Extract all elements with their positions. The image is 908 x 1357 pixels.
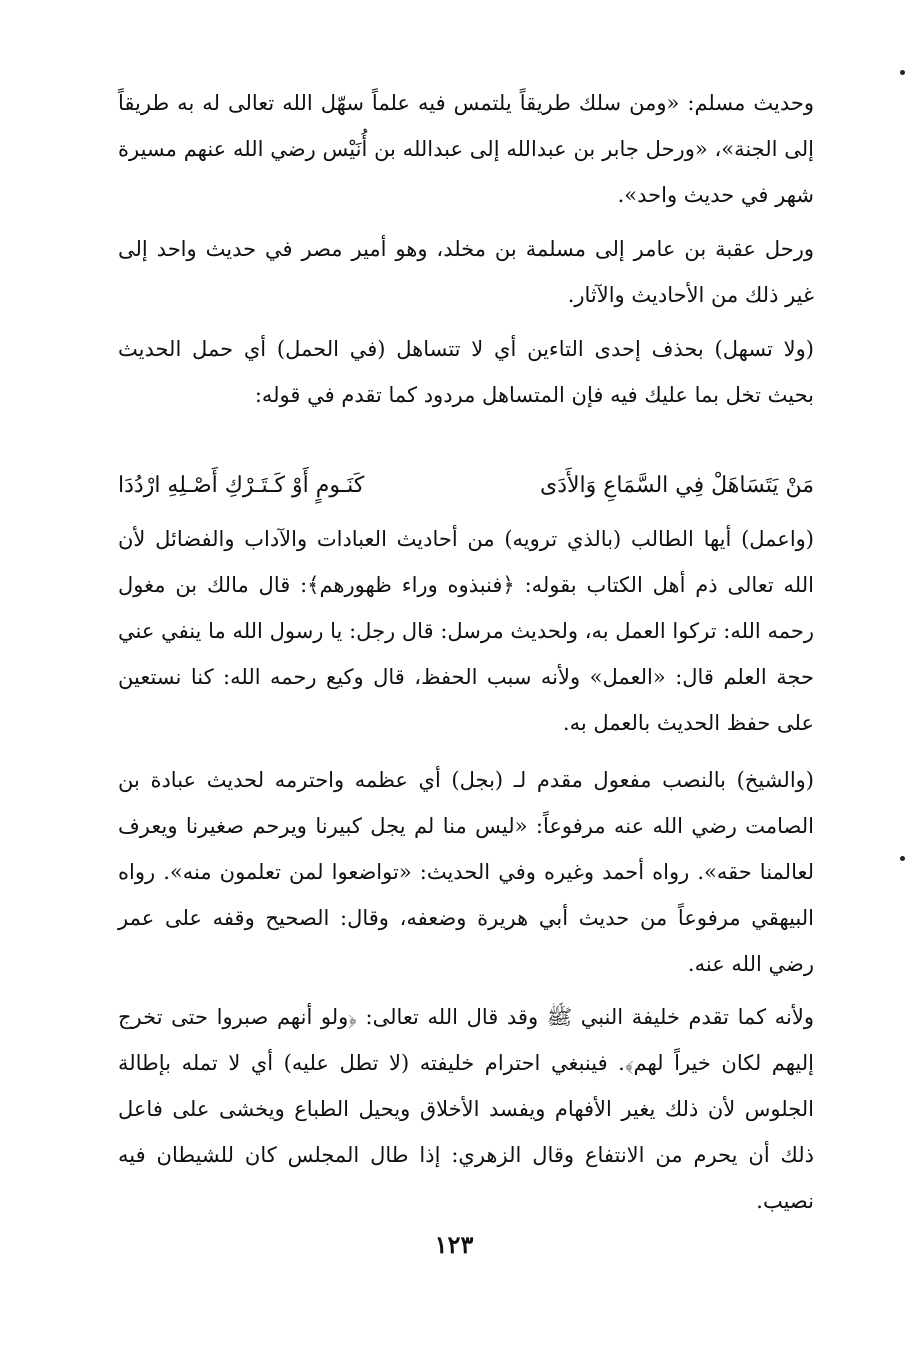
page-number: ١٢٣ <box>434 1230 474 1259</box>
edge-dot-mark <box>900 856 905 861</box>
paragraph-act-upon-narration: (واعمل) أيها الطالب (بالذي ترويه) من أحاديث العبادات والآداب والفضائل لأن الله تعالى ذم أهل الكتاب بقوله: ﴿فنبذوه وراء ظهورهم﴾: قال مالك بن مغول رحمه الله: تركوا العمل به، ولحديث مرسل: قال رجل: يا رسول الله ما ينفي عني حجة العلم قال: «العمل» ولأنه سبب الحفظ، قال وكيع رحمه الله: كنا نستعين على حفظ الحديث بالعمل به. <box>118 527 814 735</box>
verse-first-hemistich: مَنْ يَتَسَاهَلْ فِي السَّمَاعِ وَالأَدَى <box>539 473 814 498</box>
edge-dot-mark <box>900 70 905 75</box>
paragraph-do-not-be-lax: (ولا تسهل) بحذف إحدى التاءين أي لا تتساهل (في الحمل) أي حمل الحديث بحيث تخل بما عليك فيه فإن المتساهل مردود كما تقدم في قوله: <box>118 337 814 407</box>
paragraph-hadith-muslim: وحديث مسلم: «ومن سلك طريقاً يلتمس فيه علماً سهّل الله تعالى له به طريقاً إلى الجنة»، «ورحل جابر بن عبدالله إلى عبدالله بن أُنَيْس رضي الله عنهم مسيرة شهر في حديث واحد». <box>118 91 814 207</box>
paragraph-do-not-prolong: ولأنه كما تقدم خليفة النبي ﷺ وقد قال الله تعالى: ﴿ولو أنهم صبروا حتى تخرج إليهم لكان خيراً لهم﴾. فينبغي احترام خليفته (لا تطل عليه) أي لا تمله بإطالة الجلوس لأن ذلك يغير الأفهام ويفسد الأخلاق ويحيل الطباع ويخشى على فاعل ذلك أن يحرم من الانتفاع وقال الزهري: إذا طال المجلس كان للشيطان فيه نصيب. <box>118 1005 815 1213</box>
poetry-verse <box>118 463 814 509</box>
verse-second-hemistich: كَنَـومٍ أَوْ كَـتَـرْكِ أَصْـلِهِ ارْدُدَا <box>118 473 365 498</box>
paragraph-honor-the-shaykh: (والشيخ) بالنصب مفعول مقدم لـ (بجل) أي عظمه واحترمه لحديث عبادة بن الصامت رضي الله عنه مرفوعاً: «ليس منا لم يجل كبيرنا ويرحم صغيرنا ويعرف لعالمنا حقه». رواه أحمد وغيره وفي الحديث: «تواضعوا لمن تعلمون منه». رواه البيهقي مرفوعاً من حديث أبي هريرة وضعفه، وقال: الصحيح وقفه على عمر رضي الله عنه. <box>118 768 814 976</box>
paragraph-uqba-journey: ورحل عقبة بن عامر إلى مسلمة بن مخلد، وهو أمير مصر في حديث واحد إلى غير ذلك من الأحاديث والآثار. <box>118 237 814 307</box>
